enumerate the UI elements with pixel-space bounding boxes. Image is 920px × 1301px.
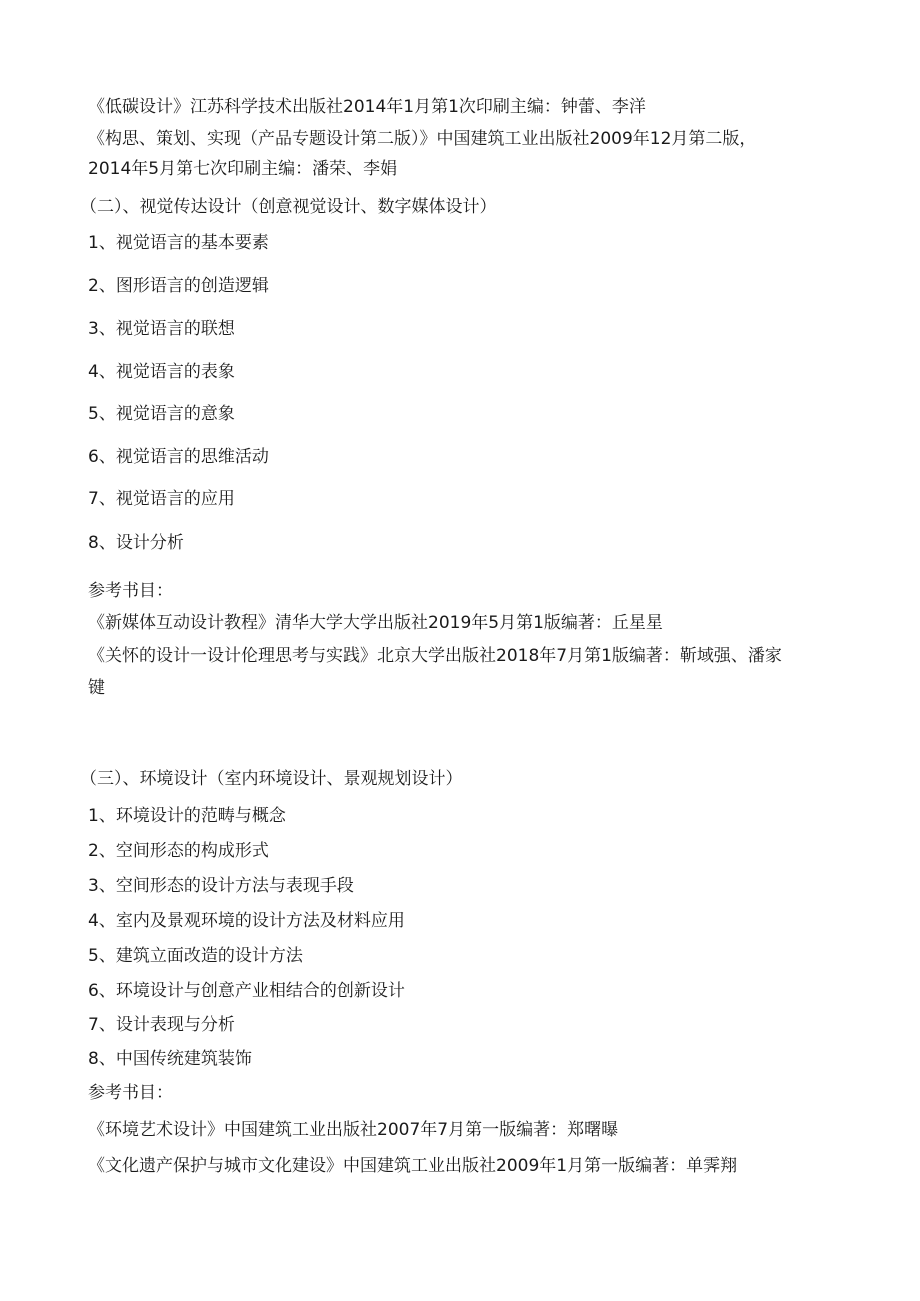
list-item: 5、视觉语言的意象 <box>88 404 235 424</box>
list-item: 6、视觉语言的思维活动 <box>88 447 269 467</box>
list-item: 6、环境设计与创意产业相结合的创新设计 <box>88 981 405 1001</box>
list-item: 7、设计表现与分析 <box>88 1015 235 1035</box>
section-heading: （三）、环境设计（室内环境设计、景观规划设计） <box>80 769 463 789</box>
list-item: 8、设计分析 <box>88 533 184 553</box>
reference-entry-continuation: 2014年5月第七次印刷主编：潘荣、李娟 <box>88 159 398 179</box>
reference-entry: 《环境艺术设计》中国建筑工业出版社2007年7月第一版编著：郑曙曝 <box>88 1120 619 1140</box>
list-item: 2、图形语言的创造逻辑 <box>88 276 269 296</box>
list-item: 3、空间形态的设计方法与表现手段 <box>88 876 354 896</box>
list-item: 2、空间形态的构成形式 <box>88 841 269 861</box>
reference-entry: 《关怀的设计一设计伦理思考与实践》北京大学出版社2018年7月第1版编著：靳域强、潘家 <box>88 646 782 666</box>
section-heading: （二）、视觉传达设计（创意视觉设计、数字媒体设计） <box>80 197 497 217</box>
list-item: 4、视觉语言的表象 <box>88 362 235 382</box>
reference-entry: 《构思、策划、实现（产品专题设计第二版）》中国建筑工业出版社2009年12月第二版， <box>88 129 757 149</box>
reference-entry: 《文化遗产保护与城市文化建设》中国建筑工业出版社2009年1月第一版编著：单霁翔 <box>88 1156 738 1176</box>
list-item: 1、视觉语言的基本要素 <box>88 233 269 253</box>
list-item: 7、视觉语言的应用 <box>88 489 235 509</box>
references-title: 参考书目： <box>88 1083 173 1103</box>
reference-entry: 《低碳设计》江苏科学技术出版社2014年1月第1次印刷主编：钟蕾、李洋 <box>88 97 646 117</box>
list-item: 1、环境设计的范畴与概念 <box>88 806 286 826</box>
references-title: 参考书目： <box>88 581 173 601</box>
list-item: 4、室内及景观环境的设计方法及材料应用 <box>88 911 405 931</box>
reference-entry: 《新媒体互动设计教程》清华大学大学出版社2019年5月第1版编著：丘星星 <box>88 613 663 633</box>
reference-entry-continuation: 键 <box>88 678 105 698</box>
list-item: 8、中国传统建筑装饰 <box>88 1049 252 1069</box>
list-item: 3、视觉语言的联想 <box>88 319 235 339</box>
list-item: 5、建筑立面改造的设计方法 <box>88 946 303 966</box>
